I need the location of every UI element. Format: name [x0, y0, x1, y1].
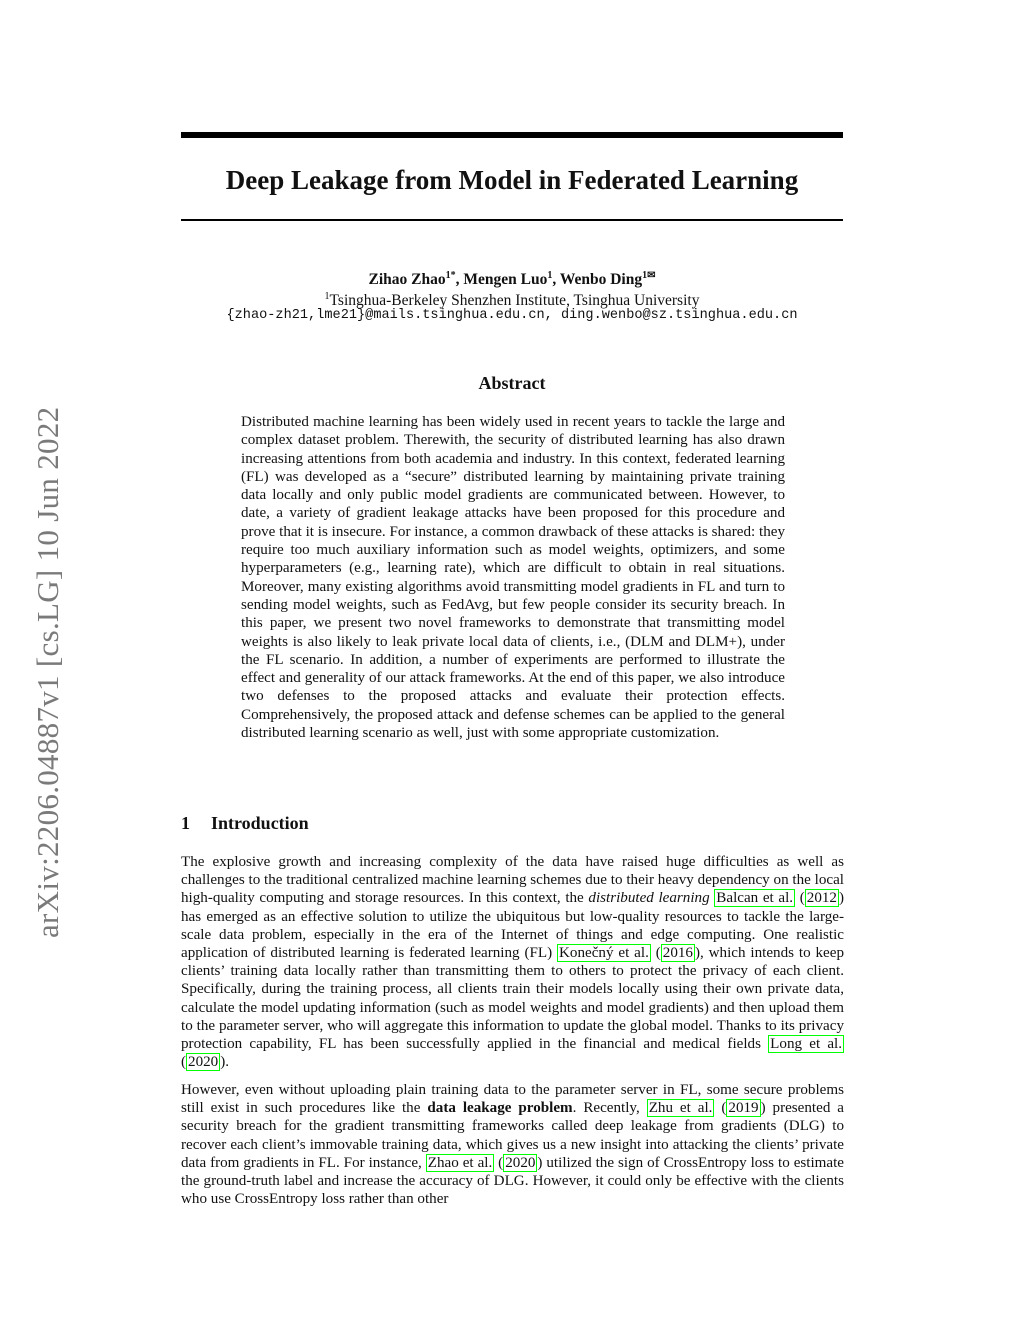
text-run: ) has emerged as an effective solution to utilize the ubiquitous but low-quality resources to tackle the large-scale data problem, especially in the era of the Internet of things and edge computing. One realistic application of distributed learning is federated learning (FL) [181, 890, 844, 962]
citation-link[interactable]: Konečný et al. [559, 945, 649, 962]
title-bottom-rule [181, 219, 843, 221]
author-name: Zihao Zhao [368, 271, 446, 289]
section-heading-introduction [181, 811, 309, 835]
citation-link[interactable]: 2020 [505, 1154, 536, 1171]
abstract-heading: Abstract [478, 373, 546, 393]
author-separator: , [552, 271, 560, 289]
citation-link[interactable]: Long et al. [770, 1036, 843, 1053]
intro-paragraph-2 [181, 1081, 844, 1208]
citation-link[interactable]: 2020 [188, 1054, 219, 1071]
text-run: ( [795, 890, 805, 907]
text-run: The explosive growth and increasing complexity of the data have raised huge difficulties as well as challenges to the traditional centralized machine learning schemes due to their heavy dependency on the local high-quality computing and storage resources. In this context, the [181, 854, 844, 907]
text-run: ( [181, 1054, 187, 1071]
title-top-rule [181, 132, 843, 138]
text-run: ), which intends to keep clients’ training data locally rather than transmitting them to others to protect the privacy of each client. Specifically, during the training process, all clients train their models locally using their own private data, calculate the model updating information (such as model weights and model gradients) and then upload them to the parameter server, who will aggregate this information to update the global model. Thanks to its privacy protection capability, FL has been successfully applied in the financial and medical fields [181, 945, 844, 1053]
emphasis-text: distributed learning [588, 890, 710, 907]
section-number: 1 [181, 813, 190, 833]
text-run: ( [714, 1100, 727, 1117]
citation-link[interactable]: Balcan et al. [716, 890, 794, 907]
intro-paragraph-1 [181, 853, 844, 1071]
affiliation-mark: 1 [324, 291, 330, 302]
text-run: . Recently, [572, 1100, 647, 1117]
arxiv-sidebar-stamp: arXiv:2206.04887v1 [cs.LG] 10 Jun 2022 [30, 406, 65, 938]
affiliation-text: Tsinghua-Berkeley Shenzhen Institute, Tsinghua University [329, 292, 700, 310]
citation-link[interactable]: 2012 [806, 890, 837, 907]
author-mark: 1✉ [642, 270, 656, 281]
author-name: Wenbo Ding [559, 271, 643, 289]
author-name: Mengen Luo [463, 271, 548, 289]
text-run: ( [494, 1154, 504, 1171]
author-mark: 1 [547, 270, 553, 281]
citation-link[interactable]: Zhao et al. [427, 1154, 493, 1171]
abstract-text: Distributed machine learning has been widely used in recent years to tackle the large and complex dataset problem. Therewith, the security of distributed learning has also drawn increasing attentions from both academia and industry. In this context, federated learning (FL) was developed as a “secure” distributed learning by maintaining private training data locally and only public model gradients are communicated between. However, to date, a variety of gradient leakage attacks have been proposed for this procedure and prove that it is insecure. For instance, a common drawback of these attacks is shared: they require too much auxiliary information such as model weights, optimizers, and some hyperparameters (e.g., learning rate), which are difficult to obtain in real situations. Moreover, many existing algorithms avoid transmitting model gradients in FL and turn to sending model weights, such as FedAvg, but few people consider its security breach. In this paper, we present two novel frameworks to demonstrate that transmitting model weights is also likely to leak private local data of clients, i.e., (DLM and DLM+), under the FL scenario. In addition, a number of experiments are performed to illustrate the effect and generality of our attack frameworks. At the end of this paper, we also introduce two defenses to the proposed attacks and evaluate their protection effects. Comprehensively, the proposed attack and defense schemes can be applied to the general distributed learning scenario as well, just with some appropriate customization. [241, 414, 785, 742]
paper-title: Deep Leakage from Model in Federated Learning [225, 165, 799, 195]
citation-link[interactable]: Zhu et al. [648, 1100, 713, 1117]
author-separator: , [455, 271, 464, 289]
text-run: However, even without uploading plain training data to the parameter server in FL, some secure problems still exist in such procedures like the [181, 1082, 844, 1117]
text-run: ). [220, 1054, 230, 1071]
citation-link[interactable]: 2019 [728, 1100, 759, 1117]
citation-link[interactable]: 2016 [662, 945, 693, 962]
bold-text: data leakage problem [427, 1100, 573, 1117]
section-title: Introduction [211, 813, 309, 833]
author-mark: 1* [445, 270, 456, 281]
text-run: ) utilized the sign of CrossEntropy loss to estimate the ground-truth label and increase the accuracy of DLG. However, it could only be effective with the clients who use CrossEntropy loss rather than other [181, 1154, 844, 1208]
author-emails: {zhao-zh21,lme21}@mails.tsinghua.edu.cn, ding.wenbo@sz.tsinghua.edu.cn [226, 308, 798, 323]
text-run: ) presented a security breach for the gradient transmitting frameworks called deep leakage from gradients (DLG) to recover each client’s immovable training data, which gives us a new insight into attacking the clients’ private data from gradients in FL. For instance, [181, 1100, 844, 1171]
text-run: ( [650, 945, 661, 962]
